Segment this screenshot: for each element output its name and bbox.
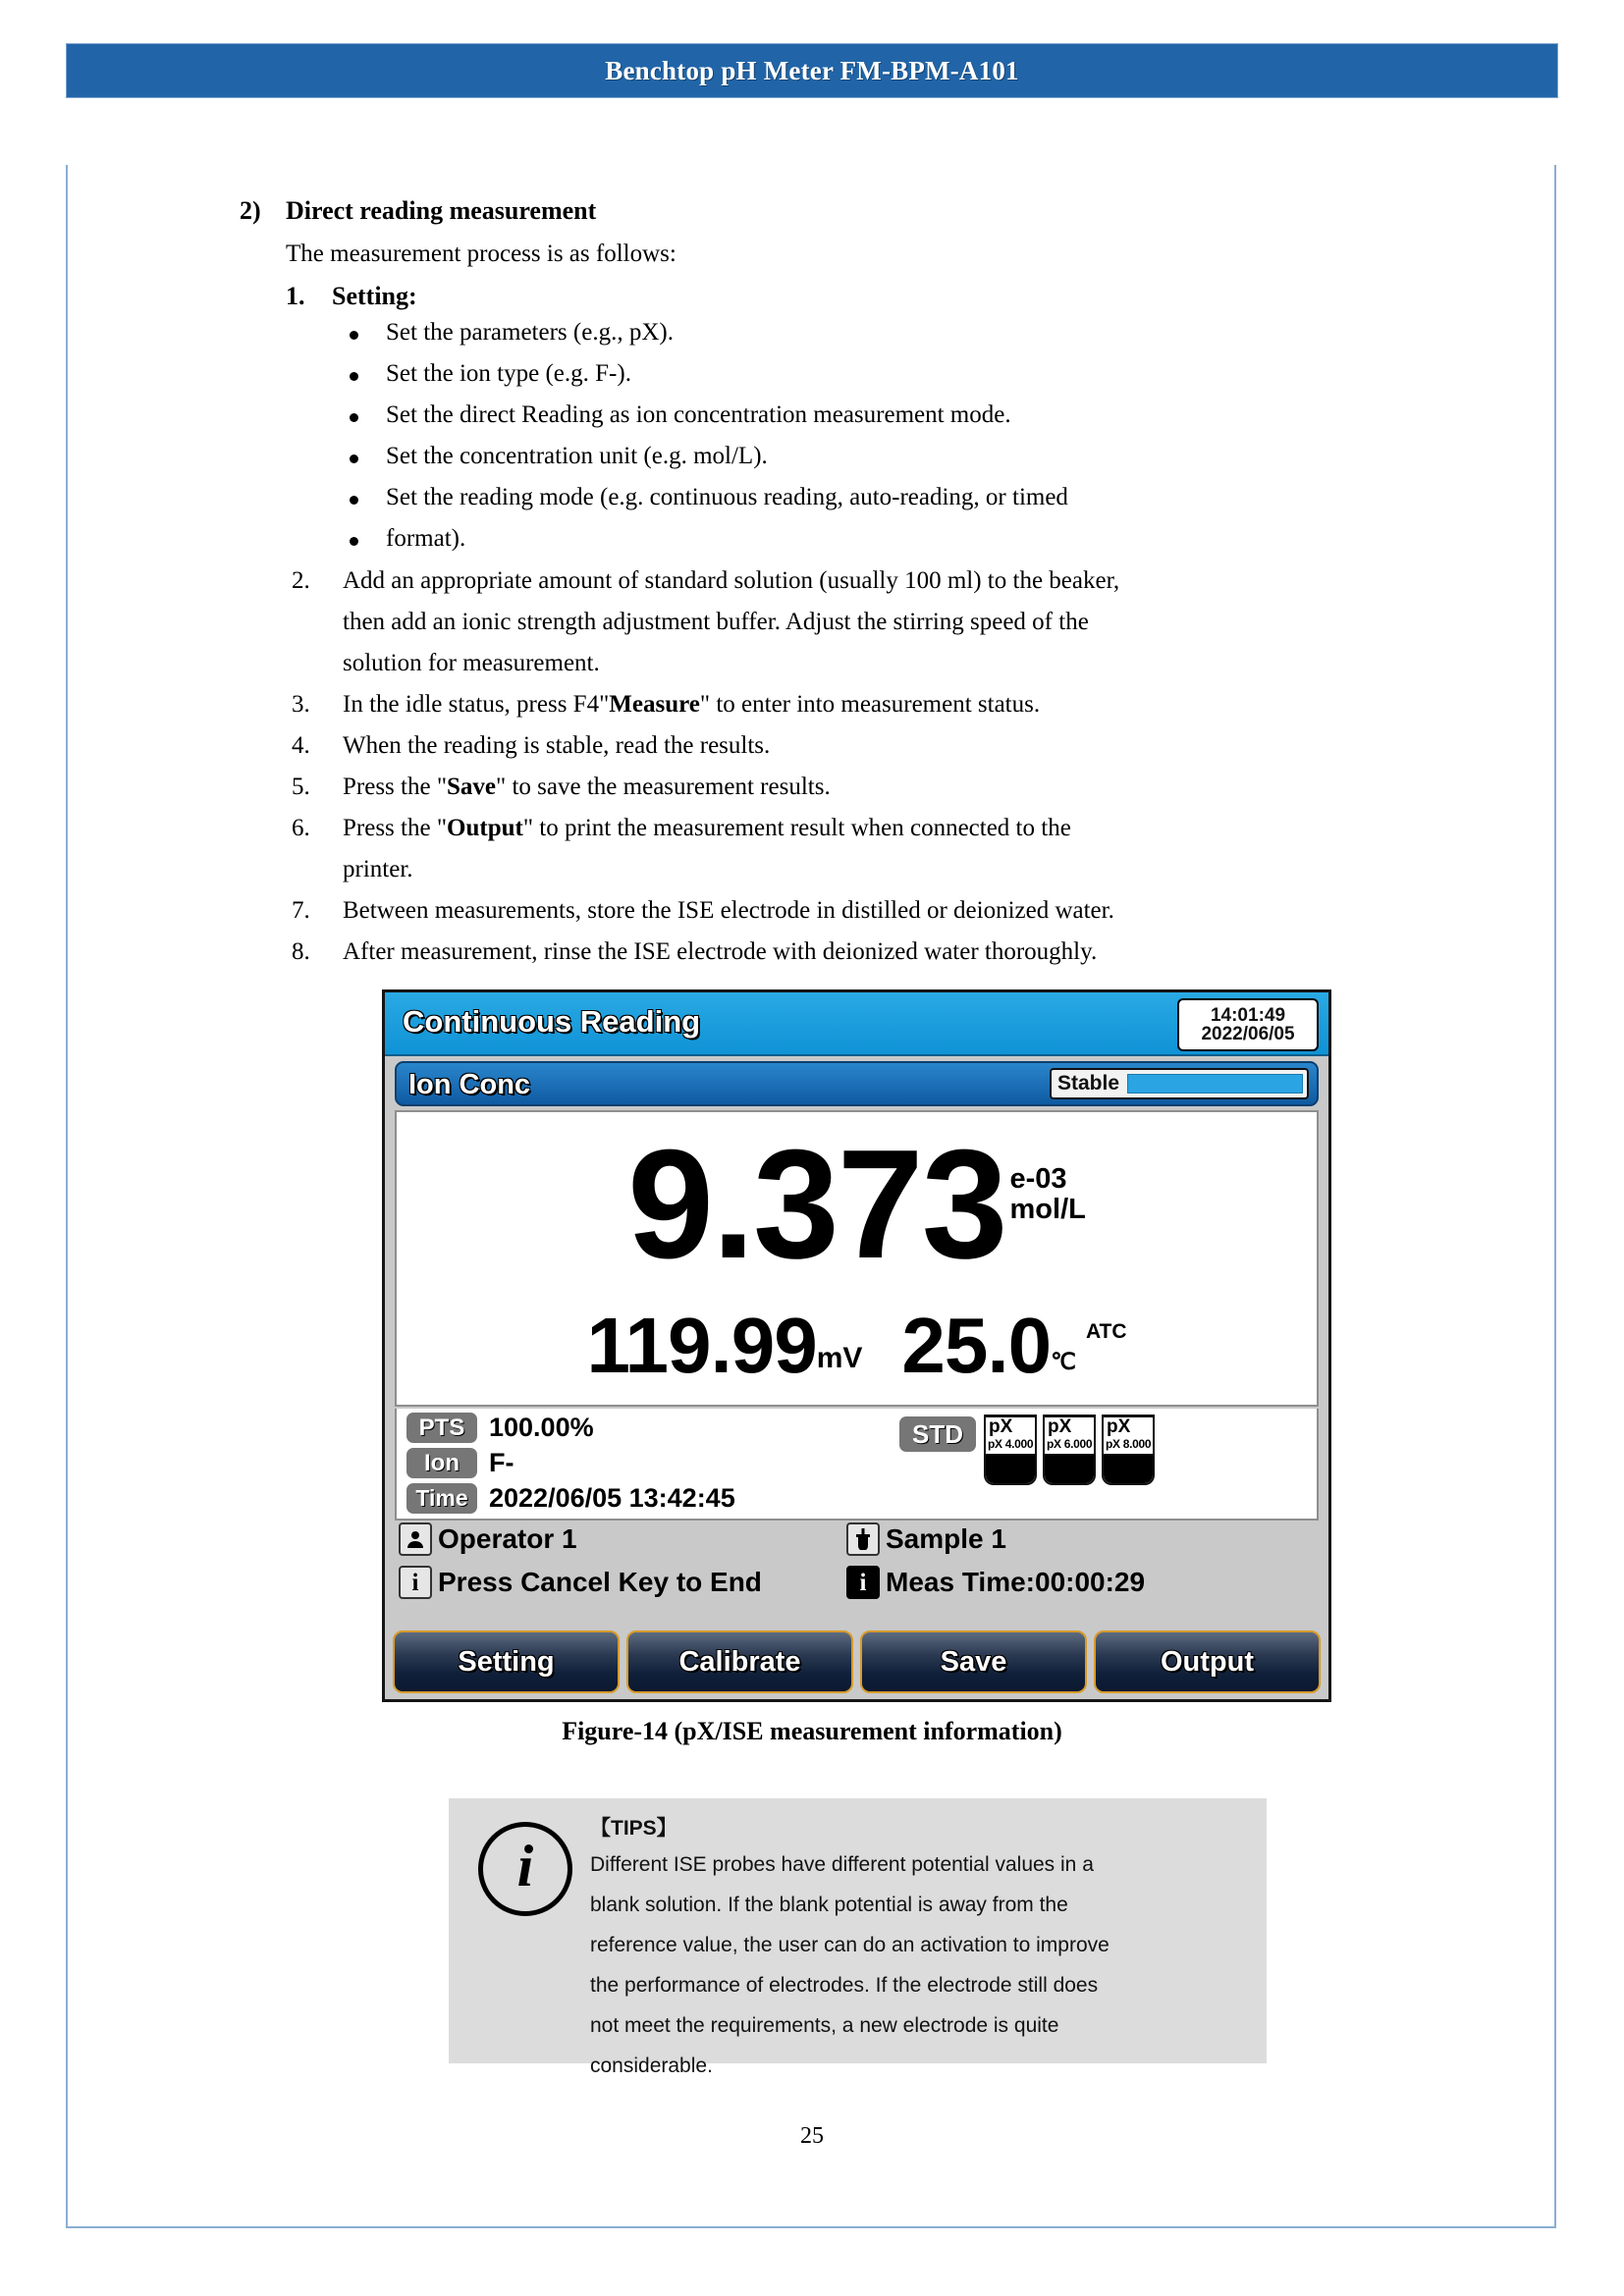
beaker-fill — [986, 1454, 1035, 1483]
step-text: When the reading is stable, read the results. — [343, 732, 771, 759]
step-text: Between measurements, store the ISE electrode in distilled or deionized water. — [343, 897, 1114, 924]
beaker-value: pX 8.000 — [1106, 1436, 1152, 1451]
device-clock — [1177, 998, 1319, 1051]
figure-caption: Figure-14 (pX/ISE measurement information) — [562, 1717, 1062, 1745]
calibrate-button[interactable] — [626, 1630, 853, 1693]
stability-progress-bar — [1127, 1074, 1303, 1094]
bullet-item: Set the direct Reading as ion concentration measurement mode. — [386, 401, 1011, 428]
device-screen — [382, 989, 1331, 1702]
std-label: STD — [899, 1416, 976, 1452]
clock-time: 14:01:49 — [1210, 1004, 1286, 1026]
step-text: solution for measurement. — [343, 650, 600, 676]
tips-line: the performance of electrodes. If the electrode still does — [590, 1973, 1099, 1997]
step1-title: Setting: — [332, 282, 417, 310]
measurement-type-label: Ion Conc — [408, 1069, 531, 1100]
bullet-marker — [350, 496, 358, 505]
step-text — [343, 691, 1040, 719]
document-header — [66, 43, 1558, 98]
meas-time-text: Meas Time:00:00:29 — [886, 1567, 1146, 1597]
step-text: then add an ionic strength adjustment buffer. Adjust the stirring speed of the — [343, 609, 1089, 635]
section-title: Direct reading measurement — [286, 196, 597, 225]
unit-label: mol/L — [1009, 1194, 1086, 1225]
step-number: 2. — [292, 567, 310, 594]
tips-line: considerable. — [590, 2054, 713, 2077]
step1-number: 1. — [286, 282, 305, 310]
temperature-group — [901, 1302, 1127, 1389]
device-title-bar — [385, 992, 1328, 1056]
beaker-icon — [984, 1415, 1037, 1485]
sample-vial-icon — [846, 1522, 880, 1556]
bullet-marker — [350, 331, 358, 340]
device-info-panel — [395, 1409, 1319, 1521]
setting-button[interactable] — [393, 1630, 620, 1693]
bullet-item: Set the ion type (e.g. F-). — [386, 360, 631, 387]
tips-line: Different ISE probes have different potential values in a — [590, 1853, 1094, 1876]
tips-heading: 【TIPS】 — [590, 1817, 677, 1840]
person-icon — [399, 1522, 432, 1556]
info-icon: i — [399, 1566, 432, 1599]
step-text-post: " to enter into measurement status. — [699, 691, 1041, 718]
step-text-post: " to print the measurement result when connected to the — [522, 815, 1071, 841]
time-row — [406, 1483, 735, 1514]
ion-value: F- — [489, 1448, 514, 1477]
step-text-pre: Press the " — [343, 815, 448, 841]
step-text-pre: In the idle status, press F4" — [343, 691, 610, 718]
output-button[interactable] — [1094, 1630, 1321, 1693]
time-label: Time — [406, 1483, 477, 1514]
output-button-label: Output — [1160, 1645, 1254, 1678]
step-number: 3. — [292, 691, 310, 718]
meas-time-cell — [846, 1566, 1145, 1599]
tips-box — [449, 1798, 1267, 2077]
sample-name: Sample 1 — [886, 1523, 1006, 1554]
pts-label: PTS — [406, 1413, 477, 1443]
temperature-unit: ℃ — [1051, 1349, 1076, 1374]
operator-cell — [399, 1522, 577, 1556]
beaker-fill — [1104, 1454, 1153, 1483]
bullet-item: Set the parameters (e.g., pX). — [386, 319, 674, 346]
beaker-value: pX 6.000 — [1047, 1436, 1093, 1451]
beaker-type: pX — [1107, 1416, 1131, 1437]
tips-line: not meet the requirements, a new electrode is quite — [590, 2013, 1059, 2037]
ion-row — [406, 1448, 514, 1478]
clock-date: 2022/06/05 — [1201, 1024, 1295, 1044]
beaker-icon — [1043, 1415, 1096, 1485]
pts-value: 100.00% — [489, 1413, 594, 1442]
tips-line: reference value, the user can do an activation to improve — [590, 1933, 1110, 1956]
info-icon: i — [846, 1566, 880, 1599]
time-value: 2022/06/05 13:42:45 — [489, 1483, 735, 1513]
step-text-pre: Press the " — [343, 774, 448, 800]
step-number: 4. — [292, 732, 310, 759]
device-measurement-header — [395, 1061, 1319, 1106]
step-text — [343, 774, 831, 801]
device-status-panel — [395, 1522, 1319, 1607]
sample-cell — [846, 1522, 1006, 1556]
step-text: Add an appropriate amount of standard solution (usually 100 ml) to the beaker, — [343, 567, 1120, 594]
beaker-type: pX — [1048, 1416, 1072, 1437]
ion-concentration-value: 9.373 — [627, 1118, 1006, 1291]
standard-beakers — [984, 1415, 1155, 1485]
ion-concentration-units — [1010, 1164, 1086, 1246]
hint-text: Press Cancel Key to End — [438, 1567, 762, 1597]
millivolt-value: 119.99 — [586, 1302, 817, 1389]
beaker-icon — [1102, 1415, 1155, 1485]
step-text — [343, 815, 1071, 842]
secondary-reading-row — [397, 1299, 1317, 1389]
bullet-item: Set the reading mode (e.g. continuous reading, auto-reading, or timed — [386, 484, 1068, 510]
bullet-marker — [350, 454, 358, 463]
step-text: printer. — [343, 856, 413, 882]
step-number: 5. — [292, 774, 310, 800]
save-button-label: Save — [940, 1645, 1007, 1678]
pts-row — [406, 1413, 594, 1443]
atc-label: ATC — [1085, 1320, 1127, 1343]
bullet-item: Set the concentration unit (e.g. mol/L). — [386, 443, 768, 469]
bullet-marker — [350, 372, 358, 381]
step-text-strong: Save — [447, 774, 497, 800]
ion-label: Ion — [406, 1448, 477, 1478]
exponent-label: e-03 — [1009, 1162, 1067, 1195]
beaker-type: pX — [989, 1416, 1013, 1437]
bullet-marker — [350, 537, 358, 546]
temperature-value: 25.0 — [901, 1302, 1052, 1389]
section-number: 2) — [240, 196, 261, 225]
tips-line: blank solution. If the blank potential is away from the — [590, 1893, 1068, 1916]
bullet-item: format). — [386, 525, 466, 552]
operator-name: Operator 1 — [438, 1523, 577, 1554]
standards-group — [899, 1415, 1155, 1485]
millivolt-group — [586, 1302, 863, 1389]
tips-content — [590, 1812, 1255, 2087]
device-softkey-bar — [393, 1630, 1321, 1693]
step-number: 6. — [292, 815, 310, 841]
beaker-value: pX 4.000 — [988, 1436, 1034, 1451]
page-number: 25 — [800, 2123, 824, 2149]
page-title: Benchtop pH Meter FM-BPM-A101 — [605, 55, 1019, 85]
device-readout-panel — [395, 1110, 1319, 1407]
step-number: 8. — [292, 938, 310, 965]
step-text: After measurement, rinse the ISE electrode with deionized water thoroughly. — [343, 938, 1098, 965]
save-button[interactable] — [860, 1630, 1087, 1693]
millivolt-unit: mV — [816, 1342, 863, 1374]
step-text-strong: Output — [447, 815, 523, 841]
device-mode-title: Continuous Reading — [403, 1004, 701, 1039]
step-number: 7. — [292, 897, 310, 924]
section-intro: The measurement process is as follows: — [286, 240, 677, 267]
beaker-fill — [1045, 1454, 1094, 1483]
stability-indicator — [1050, 1068, 1309, 1099]
step-text-post: " to save the measurement results. — [496, 774, 831, 800]
stability-label: Stable — [1057, 1072, 1120, 1095]
step-text-strong: Measure — [609, 691, 700, 718]
setting-button-label: Setting — [458, 1645, 555, 1678]
info-circle-icon: i — [478, 1822, 572, 1916]
hint-cell — [399, 1566, 762, 1599]
bullet-marker — [350, 413, 358, 422]
primary-reading-row — [397, 1106, 1317, 1303]
calibrate-button-label: Calibrate — [678, 1645, 801, 1678]
